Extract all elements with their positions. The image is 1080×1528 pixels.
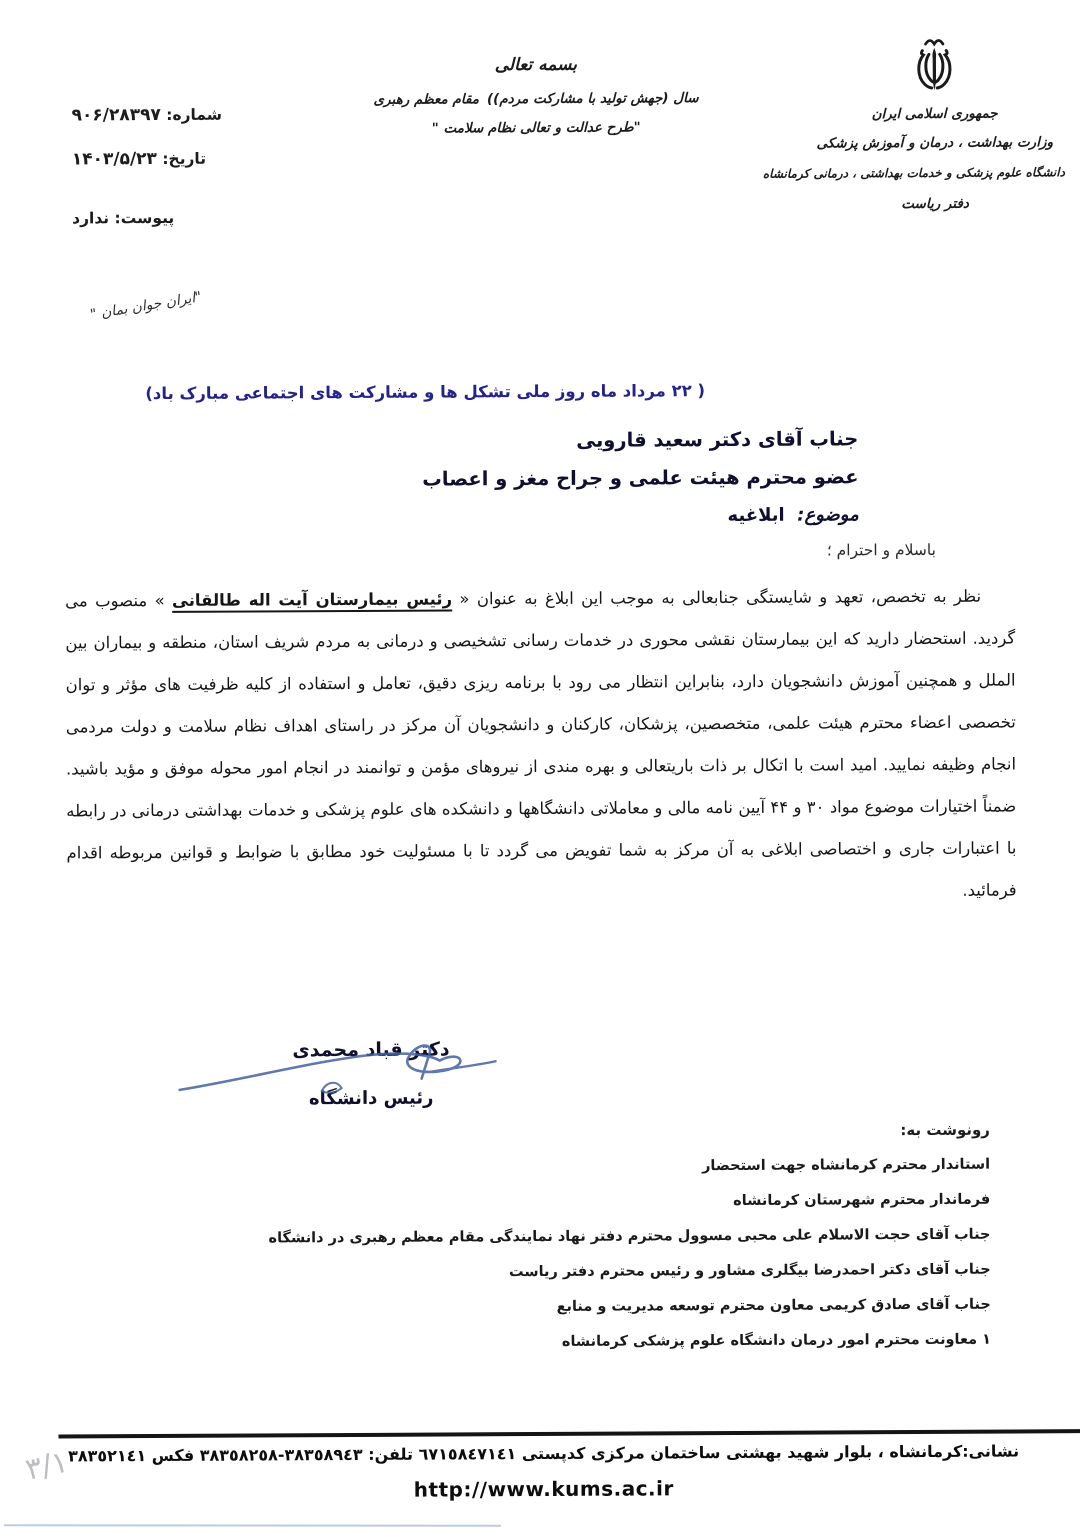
letter-date-value: ۱۴۰۳/۵/۲۳ — [71, 148, 157, 170]
body-line1-pre: نظر به تخصص، تعهد و شایستگی جنابعالی به موجب این ابلاغ به عنوان « — [452, 586, 982, 609]
letter-attachment-row — [72, 208, 257, 227]
body-line: تخصصی اعضاء محترم هیئت علمی، متخصصین، پزشکان، کارکنان و دانشجویان آن مرکز در راستای اهداف نظام سلامت و دولت مردمی — [65, 712, 1016, 737]
year-slogan-row — [373, 90, 698, 108]
letter-attachment-label: پیوست: — [114, 208, 175, 228]
letterhead-country: جمهوری اسلامی ایران — [871, 105, 998, 123]
leader-attribution: مقام معظم رهبری — [373, 91, 480, 108]
body-line1-post: » منصوب می — [65, 590, 173, 611]
body-line: ضمناً اختیارات موضوع مواد ۳۰ و ۴۴ آیین نامه مالی و معاملاتی دانشگاهها و دانشکده های علوم پزشکی و خدمات بهداشتی درمانی در رابطه — [66, 796, 1017, 821]
occasion-note: ( ۲۲ مرداد ماه روز ملی تشکل ها و مشارکت های اجتماعی مبارک باد) — [145, 381, 706, 404]
recipient-name: جناب آقای دکتر سعید قارویی — [576, 427, 859, 452]
cc-label: رونوشت به: — [900, 1120, 990, 1140]
footer-divider — [59, 1429, 1080, 1438]
cc-item: جناب آقای حجت الاسلام علی محبی مسوول محترم دفتر نهاد نمایندگی مقام معظم رهبری در دانشگاه — [268, 1226, 991, 1247]
cc-block — [268, 1121, 991, 1368]
cc-item: استاندار محترم کرمانشاه جهت استحضار — [702, 1156, 991, 1175]
signer-title: رئیس دانشگاه — [308, 1087, 434, 1110]
handwritten-page-note: ۳/۱ — [22, 1444, 72, 1488]
letter-date-label: تاریخ: — [162, 149, 207, 168]
handwritten-signature — [173, 1024, 503, 1116]
letter-number-label: شماره: — [166, 105, 223, 124]
letterhead-office: دفتر ریاست — [901, 195, 969, 213]
letter-number-value: ۹۰۶/۲۸۳۹۷ — [71, 104, 161, 126]
subject-label: موضوع: — [797, 504, 859, 526]
body-line: فرمائید. — [962, 880, 1017, 900]
year-slogan: سال (جهش تولید با مشارکت مردم)) — [486, 90, 699, 108]
body-line: الملل و همچنین آموزش دانشجویان دارد، بنابراین انتظار می رود با برنامه ریزی دقیق، تعامل و استفاده از کلیه ظرفیت های مؤثر و توان — [65, 670, 1016, 695]
salutation: باسلام و احترام ؛ — [826, 540, 936, 560]
subject-line — [727, 504, 858, 526]
body-line: انجام وظیفه نمایید. امید است با اتکال بر ذات باریتعالی و بهره مندی از نیروهای مؤمن و توانمند در انجام امور محوله موفق و مؤید باشید. — [65, 754, 1017, 779]
body-line — [65, 576, 1015, 623]
letter-body — [65, 576, 1017, 917]
letter-date-row — [72, 148, 257, 169]
letter-attachment-value: ندارد — [72, 209, 110, 228]
iran-stay-young-stamp: "ایران جوان بمان " — [89, 289, 203, 324]
cc-item: جناب آقای دکتر احمدرضا بیگلری مشاور و رئیس محترم دفتر ریاست — [508, 1261, 991, 1281]
appointment-title-emphasis: رئیس بیمارستان آیت اله طالقانی — [172, 589, 452, 612]
body-line: با اعتبارات جاری و اختصاصی ابلاغی به آن مرکز به شما تفویض می گردد تا با مسئولیت خود مطابق با ضوابط و قوانین مربوطه اقدام — [66, 838, 1017, 863]
letterhead-ministry: وزارت بهداشت ، درمان و آموزش پزشکی — [816, 134, 1054, 152]
body-line: گردید. استحضار دارید که این بیمارستان نقشی محوری در خدمات رسانی تشخیصی و درمانی به مردم شریف استان، منطقه و بیماران بین — [65, 628, 1016, 653]
letterhead-university: دانشگاه علوم پزشکی و خدمات بهداشتی ، درمانی کرمانشاه — [762, 165, 1065, 181]
signer-name: دکتر قباد محمدی — [292, 1038, 450, 1062]
basmala: بسمه تعالی — [494, 54, 578, 76]
footer-website-url: http://www.kums.ac.ir — [413, 1476, 674, 1502]
cc-item: ۱ معاونت محترم امور درمان دانشگاه علوم پزشکی کرمانشاه — [561, 1331, 992, 1350]
scan-edge-artifact — [4, 1524, 501, 1526]
subject-value: ابلاغیه — [727, 504, 785, 527]
health-plan-motto: "طرح عدالت و تعالی نظام سلامت " — [431, 119, 641, 137]
recipient-title: عضو محترم هیئت علمی و جراح مغز و اعصاب — [422, 465, 859, 491]
letterhead-center-block — [373, 54, 698, 137]
letterhead-org-block — [762, 35, 1065, 213]
cc-item: جناب آقای صادق کریمی معاون محترم توسعه مدیریت و منابع — [556, 1296, 991, 1315]
letter-number-row — [72, 104, 257, 125]
footer-address: نشانی:کرمانشاه ، بلوار شهید بهشتی ساختمان مرکزی کدپستی ٦٧١٥٨٤٧١٤١ تلفن: ٣٨٣٥٨٩٤٣-٣٨٣٥٨٢٥٨ فکس ٣٨٣٥٢١٤١ — [68, 1441, 1020, 1466]
cc-item: فرماندار محترم شهرستان کرمانشاه — [733, 1191, 991, 1209]
iran-emblem-icon — [906, 36, 962, 100]
